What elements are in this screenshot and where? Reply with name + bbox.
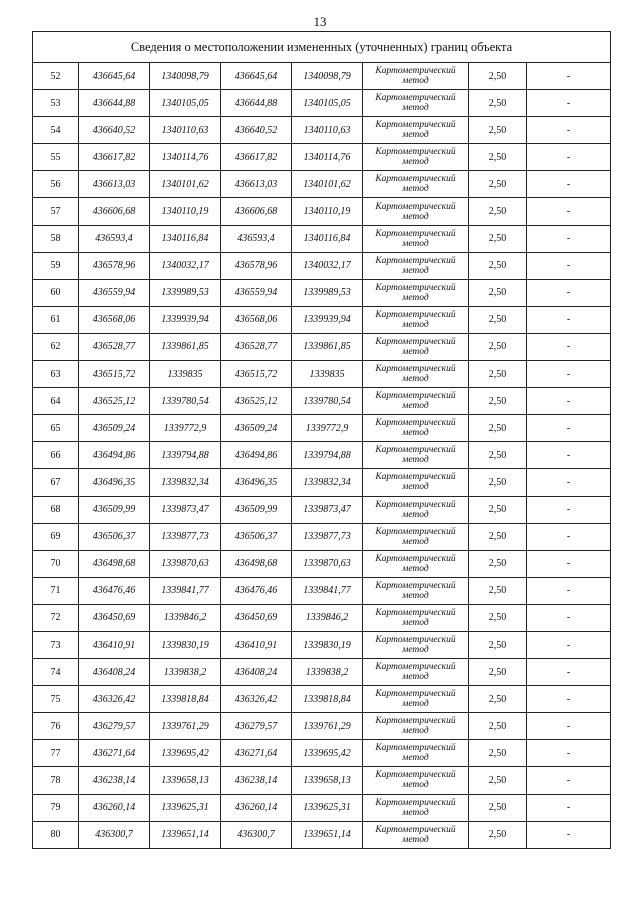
cell-note: - [527,279,611,306]
cell-point-number: 67 [33,469,79,496]
cell-x-existing: 436279,57 [79,713,150,740]
cell-method: Картометрический метод [363,63,469,90]
table-row [33,415,611,442]
cell-x-new: 436326,42 [221,686,292,713]
table-row [33,225,611,252]
cell-method: Картометрический метод [363,496,469,523]
cell-note: - [527,198,611,225]
cell-point-number: 68 [33,496,79,523]
table-row [33,198,611,225]
cell-y-existing: 1339838,2 [150,659,221,686]
table-row [33,767,611,794]
cell-y-new: 1340114,76 [292,144,363,171]
cell-y-existing: 1339873,47 [150,496,221,523]
cell-x-existing: 436300,7 [79,821,150,848]
cell-x-existing: 436509,99 [79,496,150,523]
cell-note: - [527,415,611,442]
cell-point-number: 63 [33,361,79,388]
cell-x-existing: 436410,91 [79,631,150,658]
cell-x-new: 436496,35 [221,469,292,496]
cell-note: - [527,604,611,631]
cell-y-new: 1339838,2 [292,659,363,686]
cell-x-existing: 436271,64 [79,740,150,767]
table-body [33,32,611,849]
cell-y-existing: 1340110,63 [150,117,221,144]
cell-accuracy: 2,50 [469,604,527,631]
cell-y-new: 1339939,94 [292,306,363,333]
cell-accuracy: 2,50 [469,442,527,469]
cell-point-number: 61 [33,306,79,333]
cell-y-existing: 1339835 [150,361,221,388]
cell-method: Картометрический метод [363,631,469,658]
cell-point-number: 72 [33,604,79,631]
cell-x-existing: 436613,03 [79,171,150,198]
cell-point-number: 55 [33,144,79,171]
table-row [33,523,611,550]
cell-y-existing: 1340110,19 [150,198,221,225]
table-row [33,713,611,740]
cell-accuracy: 2,50 [469,144,527,171]
cell-note: - [527,577,611,604]
cell-x-new: 436617,82 [221,144,292,171]
table-row [33,794,611,821]
cell-note: - [527,361,611,388]
cell-x-existing: 436509,24 [79,415,150,442]
table-row [33,171,611,198]
table-row [33,279,611,306]
cell-x-new: 436509,24 [221,415,292,442]
cell-x-existing: 436408,24 [79,659,150,686]
cell-y-new: 1339761,29 [292,713,363,740]
cell-point-number: 62 [33,333,79,360]
cell-x-existing: 436644,88 [79,90,150,117]
cell-y-existing: 1339761,29 [150,713,221,740]
cell-point-number: 64 [33,388,79,415]
table-title-row [33,32,611,63]
cell-y-existing: 1340116,84 [150,225,221,252]
cell-y-existing: 1340114,76 [150,144,221,171]
cell-point-number: 56 [33,171,79,198]
cell-y-new: 1339818,84 [292,686,363,713]
cell-method: Картометрический метод [363,361,469,388]
cell-point-number: 69 [33,523,79,550]
cell-y-new: 1339861,85 [292,333,363,360]
cell-y-new: 1339877,73 [292,523,363,550]
cell-note: - [527,686,611,713]
cell-y-new: 1339841,77 [292,577,363,604]
cell-x-existing: 436525,12 [79,388,150,415]
boundary-coordinates-table [32,31,611,849]
cell-y-existing: 1339780,54 [150,388,221,415]
cell-x-existing: 436238,14 [79,767,150,794]
cell-note: - [527,469,611,496]
cell-method: Картометрический метод [363,713,469,740]
cell-accuracy: 2,50 [469,63,527,90]
cell-accuracy: 2,50 [469,631,527,658]
cell-y-existing: 1340098,79 [150,63,221,90]
cell-method: Картометрический метод [363,821,469,848]
cell-y-existing: 1339861,85 [150,333,221,360]
cell-x-new: 436300,7 [221,821,292,848]
cell-y-new: 1339835 [292,361,363,388]
cell-x-new: 436509,99 [221,496,292,523]
cell-accuracy: 2,50 [469,659,527,686]
cell-accuracy: 2,50 [469,496,527,523]
cell-method: Картометрический метод [363,659,469,686]
cell-x-existing: 436515,72 [79,361,150,388]
cell-x-existing: 436645,64 [79,63,150,90]
cell-point-number: 70 [33,550,79,577]
cell-note: - [527,90,611,117]
table-row [33,496,611,523]
cell-x-new: 436238,14 [221,767,292,794]
cell-accuracy: 2,50 [469,469,527,496]
cell-x-new: 436578,96 [221,252,292,279]
cell-accuracy: 2,50 [469,171,527,198]
cell-x-new: 436568,06 [221,306,292,333]
table-row [33,469,611,496]
cell-x-new: 436476,46 [221,577,292,604]
cell-x-new: 436640,52 [221,117,292,144]
cell-method: Картометрический метод [363,144,469,171]
cell-x-new: 436606,68 [221,198,292,225]
cell-y-new: 1340032,17 [292,252,363,279]
cell-x-existing: 436326,42 [79,686,150,713]
cell-method: Картометрический метод [363,171,469,198]
cell-x-existing: 436606,68 [79,198,150,225]
cell-x-new: 436506,37 [221,523,292,550]
cell-y-existing: 1339846,2 [150,604,221,631]
cell-y-new: 1339870,63 [292,550,363,577]
cell-accuracy: 2,50 [469,713,527,740]
cell-method: Картометрический метод [363,388,469,415]
cell-y-new: 1339873,47 [292,496,363,523]
cell-y-existing: 1339989,53 [150,279,221,306]
cell-y-existing: 1339877,73 [150,523,221,550]
cell-method: Картометрический метод [363,279,469,306]
cell-note: - [527,821,611,848]
cell-point-number: 52 [33,63,79,90]
cell-x-existing: 436528,77 [79,333,150,360]
table-row [33,117,611,144]
table-row [33,659,611,686]
cell-y-new: 1339780,54 [292,388,363,415]
cell-method: Картометрический метод [363,794,469,821]
cell-accuracy: 2,50 [469,333,527,360]
cell-point-number: 74 [33,659,79,686]
cell-y-new: 1339846,2 [292,604,363,631]
table-row [33,63,611,90]
cell-note: - [527,225,611,252]
cell-note: - [527,496,611,523]
cell-y-new: 1339832,34 [292,469,363,496]
table-row [33,550,611,577]
cell-method: Картометрический метод [363,415,469,442]
cell-note: - [527,631,611,658]
cell-y-existing: 1339832,34 [150,469,221,496]
cell-y-existing: 1339651,14 [150,821,221,848]
cell-method: Картометрический метод [363,550,469,577]
cell-note: - [527,117,611,144]
cell-note: - [527,333,611,360]
cell-point-number: 65 [33,415,79,442]
cell-x-new: 436528,77 [221,333,292,360]
table-row [33,740,611,767]
cell-x-existing: 436506,37 [79,523,150,550]
cell-y-existing: 1339841,77 [150,577,221,604]
cell-method: Картометрический метод [363,442,469,469]
cell-accuracy: 2,50 [469,415,527,442]
cell-point-number: 73 [33,631,79,658]
cell-point-number: 77 [33,740,79,767]
table-row [33,631,611,658]
cell-x-new: 436559,94 [221,279,292,306]
cell-note: - [527,523,611,550]
table-row [33,90,611,117]
table-row [33,333,611,360]
cell-y-new: 1339658,13 [292,767,363,794]
table-row [33,252,611,279]
cell-accuracy: 2,50 [469,740,527,767]
cell-x-new: 436408,24 [221,659,292,686]
cell-y-new: 1340105,05 [292,90,363,117]
table-row [33,686,611,713]
cell-x-existing: 436260,14 [79,794,150,821]
cell-x-new: 436644,88 [221,90,292,117]
cell-method: Картометрический метод [363,90,469,117]
cell-y-new: 1339772,9 [292,415,363,442]
cell-y-existing: 1339695,42 [150,740,221,767]
cell-method: Картометрический метод [363,740,469,767]
cell-x-new: 436613,03 [221,171,292,198]
cell-y-existing: 1339830,19 [150,631,221,658]
cell-method: Картометрический метод [363,577,469,604]
cell-note: - [527,442,611,469]
table-row [33,361,611,388]
cell-point-number: 57 [33,198,79,225]
cell-point-number: 79 [33,794,79,821]
cell-note: - [527,659,611,686]
cell-accuracy: 2,50 [469,577,527,604]
cell-note: - [527,63,611,90]
cell-accuracy: 2,50 [469,252,527,279]
cell-note: - [527,550,611,577]
cell-accuracy: 2,50 [469,306,527,333]
cell-note: - [527,144,611,171]
cell-x-new: 436271,64 [221,740,292,767]
cell-note: - [527,740,611,767]
cell-point-number: 53 [33,90,79,117]
cell-x-existing: 436617,82 [79,144,150,171]
cell-accuracy: 2,50 [469,550,527,577]
cell-method: Картометрический метод [363,198,469,225]
cell-x-existing: 436498,68 [79,550,150,577]
cell-point-number: 60 [33,279,79,306]
cell-method: Картометрический метод [363,523,469,550]
cell-x-new: 436450,69 [221,604,292,631]
cell-x-new: 436645,64 [221,63,292,90]
table-row [33,604,611,631]
cell-accuracy: 2,50 [469,821,527,848]
cell-method: Картометрический метод [363,333,469,360]
cell-note: - [527,171,611,198]
cell-x-existing: 436568,06 [79,306,150,333]
cell-y-existing: 1340032,17 [150,252,221,279]
cell-y-new: 1340101,62 [292,171,363,198]
cell-point-number: 71 [33,577,79,604]
cell-x-new: 436260,14 [221,794,292,821]
cell-accuracy: 2,50 [469,388,527,415]
cell-y-existing: 1339939,94 [150,306,221,333]
cell-x-existing: 436476,46 [79,577,150,604]
cell-accuracy: 2,50 [469,523,527,550]
cell-point-number: 66 [33,442,79,469]
cell-method: Картометрический метод [363,117,469,144]
cell-accuracy: 2,50 [469,225,527,252]
cell-accuracy: 2,50 [469,767,527,794]
cell-y-new: 1339989,53 [292,279,363,306]
table-title: Сведения о местоположении измененных (уточненных) границ объекта [33,32,611,63]
cell-x-new: 436494,86 [221,442,292,469]
cell-method: Картометрический метод [363,225,469,252]
cell-point-number: 80 [33,821,79,848]
page-number: 13 [313,14,327,29]
cell-y-new: 1339830,19 [292,631,363,658]
cell-y-existing: 1339818,84 [150,686,221,713]
cell-y-new: 1339651,14 [292,821,363,848]
table-row [33,577,611,604]
cell-accuracy: 2,50 [469,794,527,821]
cell-y-existing: 1340105,05 [150,90,221,117]
cell-point-number: 76 [33,713,79,740]
cell-point-number: 75 [33,686,79,713]
cell-accuracy: 2,50 [469,90,527,117]
cell-x-existing: 436578,96 [79,252,150,279]
cell-y-new: 1340110,63 [292,117,363,144]
cell-x-existing: 436494,86 [79,442,150,469]
table-row [33,388,611,415]
cell-y-existing: 1339658,13 [150,767,221,794]
table-row [33,442,611,469]
cell-y-new: 1340116,84 [292,225,363,252]
cell-method: Картометрический метод [363,767,469,794]
cell-y-new: 1340098,79 [292,63,363,90]
cell-note: - [527,306,611,333]
cell-x-new: 436515,72 [221,361,292,388]
cell-x-existing: 436640,52 [79,117,150,144]
cell-method: Картометрический метод [363,252,469,279]
cell-method: Картометрический метод [363,686,469,713]
cell-accuracy: 2,50 [469,361,527,388]
cell-x-existing: 436593,4 [79,225,150,252]
cell-point-number: 54 [33,117,79,144]
cell-note: - [527,767,611,794]
cell-y-new: 1339695,42 [292,740,363,767]
table-row [33,821,611,848]
cell-y-existing: 1340101,62 [150,171,221,198]
cell-x-existing: 436496,35 [79,469,150,496]
cell-point-number: 59 [33,252,79,279]
cell-y-existing: 1339625,31 [150,794,221,821]
cell-x-existing: 436450,69 [79,604,150,631]
cell-point-number: 78 [33,767,79,794]
cell-x-new: 436525,12 [221,388,292,415]
cell-accuracy: 2,50 [469,279,527,306]
cell-x-new: 436593,4 [221,225,292,252]
cell-note: - [527,713,611,740]
cell-y-new: 1339794,88 [292,442,363,469]
cell-method: Картометрический метод [363,306,469,333]
cell-x-new: 436498,68 [221,550,292,577]
cell-y-existing: 1339870,63 [150,550,221,577]
cell-y-existing: 1339794,88 [150,442,221,469]
cell-x-new: 436410,91 [221,631,292,658]
cell-note: - [527,794,611,821]
cell-accuracy: 2,50 [469,198,527,225]
table-row [33,306,611,333]
cell-y-existing: 1339772,9 [150,415,221,442]
cell-point-number: 58 [33,225,79,252]
cell-x-new: 436279,57 [221,713,292,740]
table-row [33,144,611,171]
cell-note: - [527,388,611,415]
cell-y-new: 1340110,19 [292,198,363,225]
cell-method: Картометрический метод [363,604,469,631]
cell-y-new: 1339625,31 [292,794,363,821]
cell-x-existing: 436559,94 [79,279,150,306]
cell-method: Картометрический метод [363,469,469,496]
cell-note: - [527,252,611,279]
cell-accuracy: 2,50 [469,686,527,713]
cell-accuracy: 2,50 [469,117,527,144]
